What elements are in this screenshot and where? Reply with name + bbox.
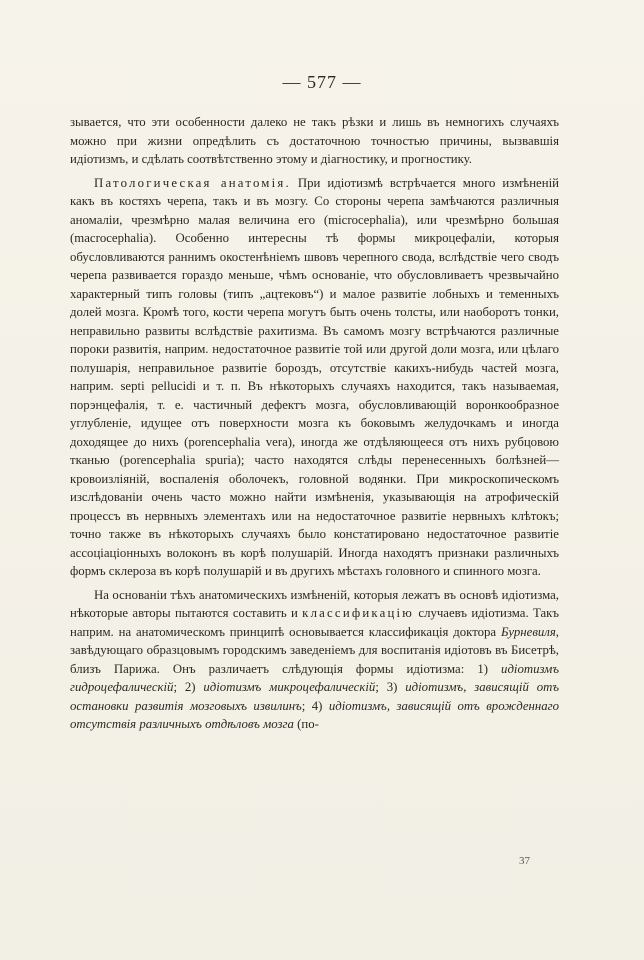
paragraph-classification: [70, 586, 559, 734]
author-name: Бурневиля: [500, 624, 556, 639]
form-microcephalic: идіотизмъ микроцефалическій: [203, 680, 376, 694]
classification-tail: (по-: [293, 717, 319, 731]
paragraph-diagnosis: зывается, что эти особенности далеко не такъ рѣзки и лишь въ немногихъ случаяхъ можно при жизни опредѣлить съ достаточною точностью причины, вызвавшія идіотизмъ, и сдѣлать соотвѣтственно этому и діагностику, и прогностику.: [70, 115, 559, 166]
classification-text-1: На основаніи тѣхъ анатомическихъ измѣненій, которыя лежатъ въ основѣ идіотизма, нѣкоторые авторы пытаются составить и: [70, 587, 559, 620]
separator: ; 3): [375, 680, 406, 694]
spaced-term: классификацію: [302, 606, 415, 620]
page-number: — 577 —: [282, 72, 362, 92]
paragraph-pathology-text: При идіотизмѣ встрѣчается много измѣненій какъ въ костяхъ черепа, такъ и въ мозгу. Со стороны черепа замѣчаются различныя аномаліи, чрезмѣрно малая величина его (microcephalia), или чрезмѣрно большая (macrocephalia). Особенно интересны тѣ формы микроцефаліи, которыя обусловливаются раннимъ окостенѣніемъ швовъ черепного свода, вслѣдствіе чего сводъ черепа развивается гораздо меньше, чѣмъ основаніе, что обусловливаетъ чрезвычайно характерный типъ головы (типъ „ацтековъ“) и малое развитіе лобныхъ и теменныхъ долей мозга. Кромѣ того, кости черепа могутъ быть очень толсты, или наоборотъ тонки, неправильно развиты вслѣдствіе рахитизма. Въ самомъ мозгу встрѣчаются различные пороки развитія, наприм. недостаточное развитіе той или другой доли мозга, или цѣлаго полушарія, неправильное развитіе бороздъ, отсутствіе какихъ-нибудь частей мозга, наприм. septi pellucidi и т. п. Въ нѣкоторыхъ случаяхъ находится, такъ называемая, порэнцефалія, т. е. частичный дефектъ мозга, обусловливающій воронкообразное углубленіе, идущее отъ поверхности мозга къ боковымъ желудочкамъ и иногда доходящее до нихъ (porencephalia vera), иногда же отдѣляющееся отъ нихъ рубцовою тканью (porencephalia spuria); часто находятся слѣды перенесенныхъ болѣзней— кровоизліяній, воспаленія оболочекъ, головной водянки. При микроскопическомъ изслѣдованіи очень часто можно найти измѣненія, указывающія на атрофическій процессъ въ нервныхъ элементахъ или на недостаточное развитіе нервныхъ клѣтокъ; точно также въ нѣкоторыхъ случаяхъ было констатировано недостаточное развитіе ассоціаціонныхъ волоконъ въ корѣ полушарій. Иногда находятъ признаки различныхъ формъ склероза въ корѣ полушарій и въ другихъ мѣстахъ головного и спинного мозга.: [70, 175, 559, 578]
classification-text-3: , завѣдующаго образцовымъ городскимъ заведеніемъ для воспитанія идіотовъ въ Бисетрѣ, близъ Парижа. Онъ различаетъ слѣдующія формы идіотизма: 1): [70, 624, 559, 676]
section-heading: Патологическая анатомія.: [94, 175, 291, 190]
printer-signature-mark: 37: [519, 855, 530, 867]
form-convolution-arrest: идіотизмъ, зависящій отъ остановки развитія мозговыхъ извилинъ: [70, 680, 559, 713]
separator: ; 2): [173, 680, 204, 694]
classification-text-2: случаевъ идіотизма. Такъ наприм. на анатомическомъ принципѣ основывается классификація доктора: [70, 606, 559, 639]
form-congenital-absence: идіотизмъ, зависящій отъ врожденнаго отсутствія различныхъ отдѣловъ мозга: [70, 698, 559, 731]
separator: ; 4): [301, 698, 329, 713]
body-text: [70, 113, 559, 734]
paragraph-pathology: [70, 174, 559, 581]
form-hydrocephalic: идіотизмъ гидроцефалическій: [70, 661, 559, 694]
